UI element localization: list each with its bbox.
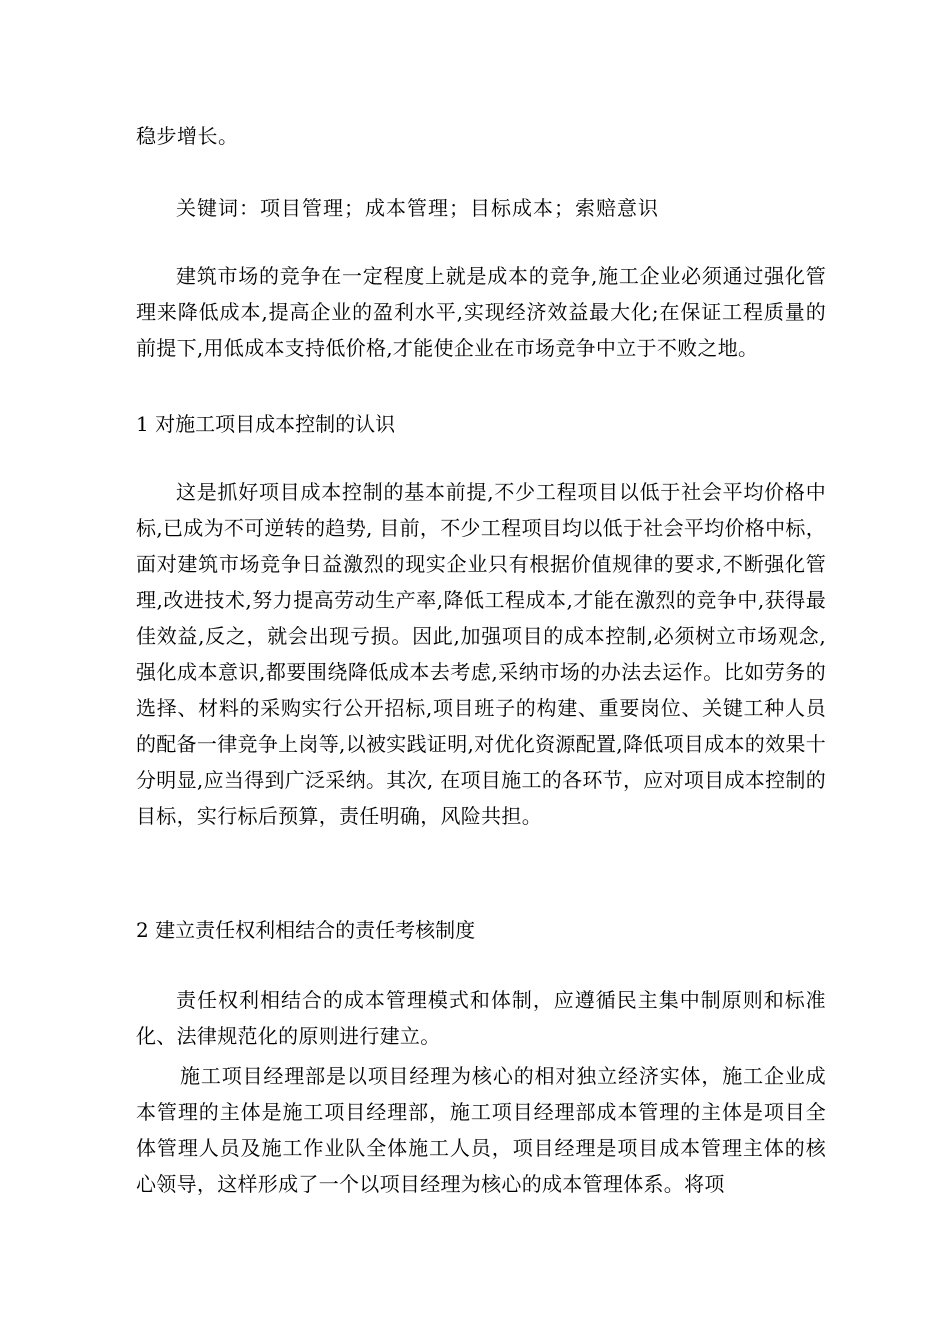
section-1-paragraph: 这是抓好项目成本控制的基本前提,不少工程项目以低于社会平均价格中标,已成为不可逆转的趋势, 目前，不少工程项目均以低于社会平均价格中标，面对建筑市场竞争日益激烈的现实企业只有根据价值规律的要求,不断强化管理,改进技术,努力提高劳动生产率,降低工程成本,才能在激烈的竞争中,获得最佳效益,反之，就会出现亏损。因此,加强项目的成本控制,必须树立市场观念,强化成本意识,都要围绕降低成本去考虑,采纳市场的办法去运作。比如劳务的选择、材料的采购实行公开招标,项目班子的构建、重要岗位、关键工种人员的配备一律竞争上岗等,以被实践证明,对优化资源配置,降低项目成本的效果十分明显,应当得到广泛采纳。其次, 在项目施工的各环节，应对项目成本控制的目标，实行标后预算，责任明确，风险共担。 <box>136 480 826 828</box>
section-2-heading: 2 建立责任权利相结合的责任考核制度 <box>136 918 476 942</box>
keywords-line: 关键词：项目管理；成本管理；目标成本；索赔意识 <box>176 196 659 220</box>
section-1-heading: 1 对施工项目成本控制的认识 <box>136 412 396 436</box>
section-2-paragraph-2: 施工项目经理部是以项目经理为核心的相对独立经济实体，施工企业成本管理的主体是施工项目经理部，施工项目经理部成本管理的主体是项目全体管理人员及施工作业队全体施工人员，项目经理是项目成本管理主体的核心领导，这样形成了一个以项目经理为核心的成本管理体系。将项 <box>136 1064 826 1196</box>
continuation-text: 稳步增长。 <box>136 124 239 148</box>
section-2-paragraph-1: 责任权利相结合的成本管理模式和体制，应遵循民主集中制原则和标准化、法律规范化的原则进行建立。 <box>136 988 826 1048</box>
intro-paragraph: 建筑市场的竞争在一定程度上就是成本的竞争,施工企业必须通过强化管理来降低成本,提高企业的盈利水平,实现经济效益最大化;在保证工程质量的前提下,用低成本支持低价格,才能使企业在市场竞争中立于不败之地。 <box>136 264 826 360</box>
